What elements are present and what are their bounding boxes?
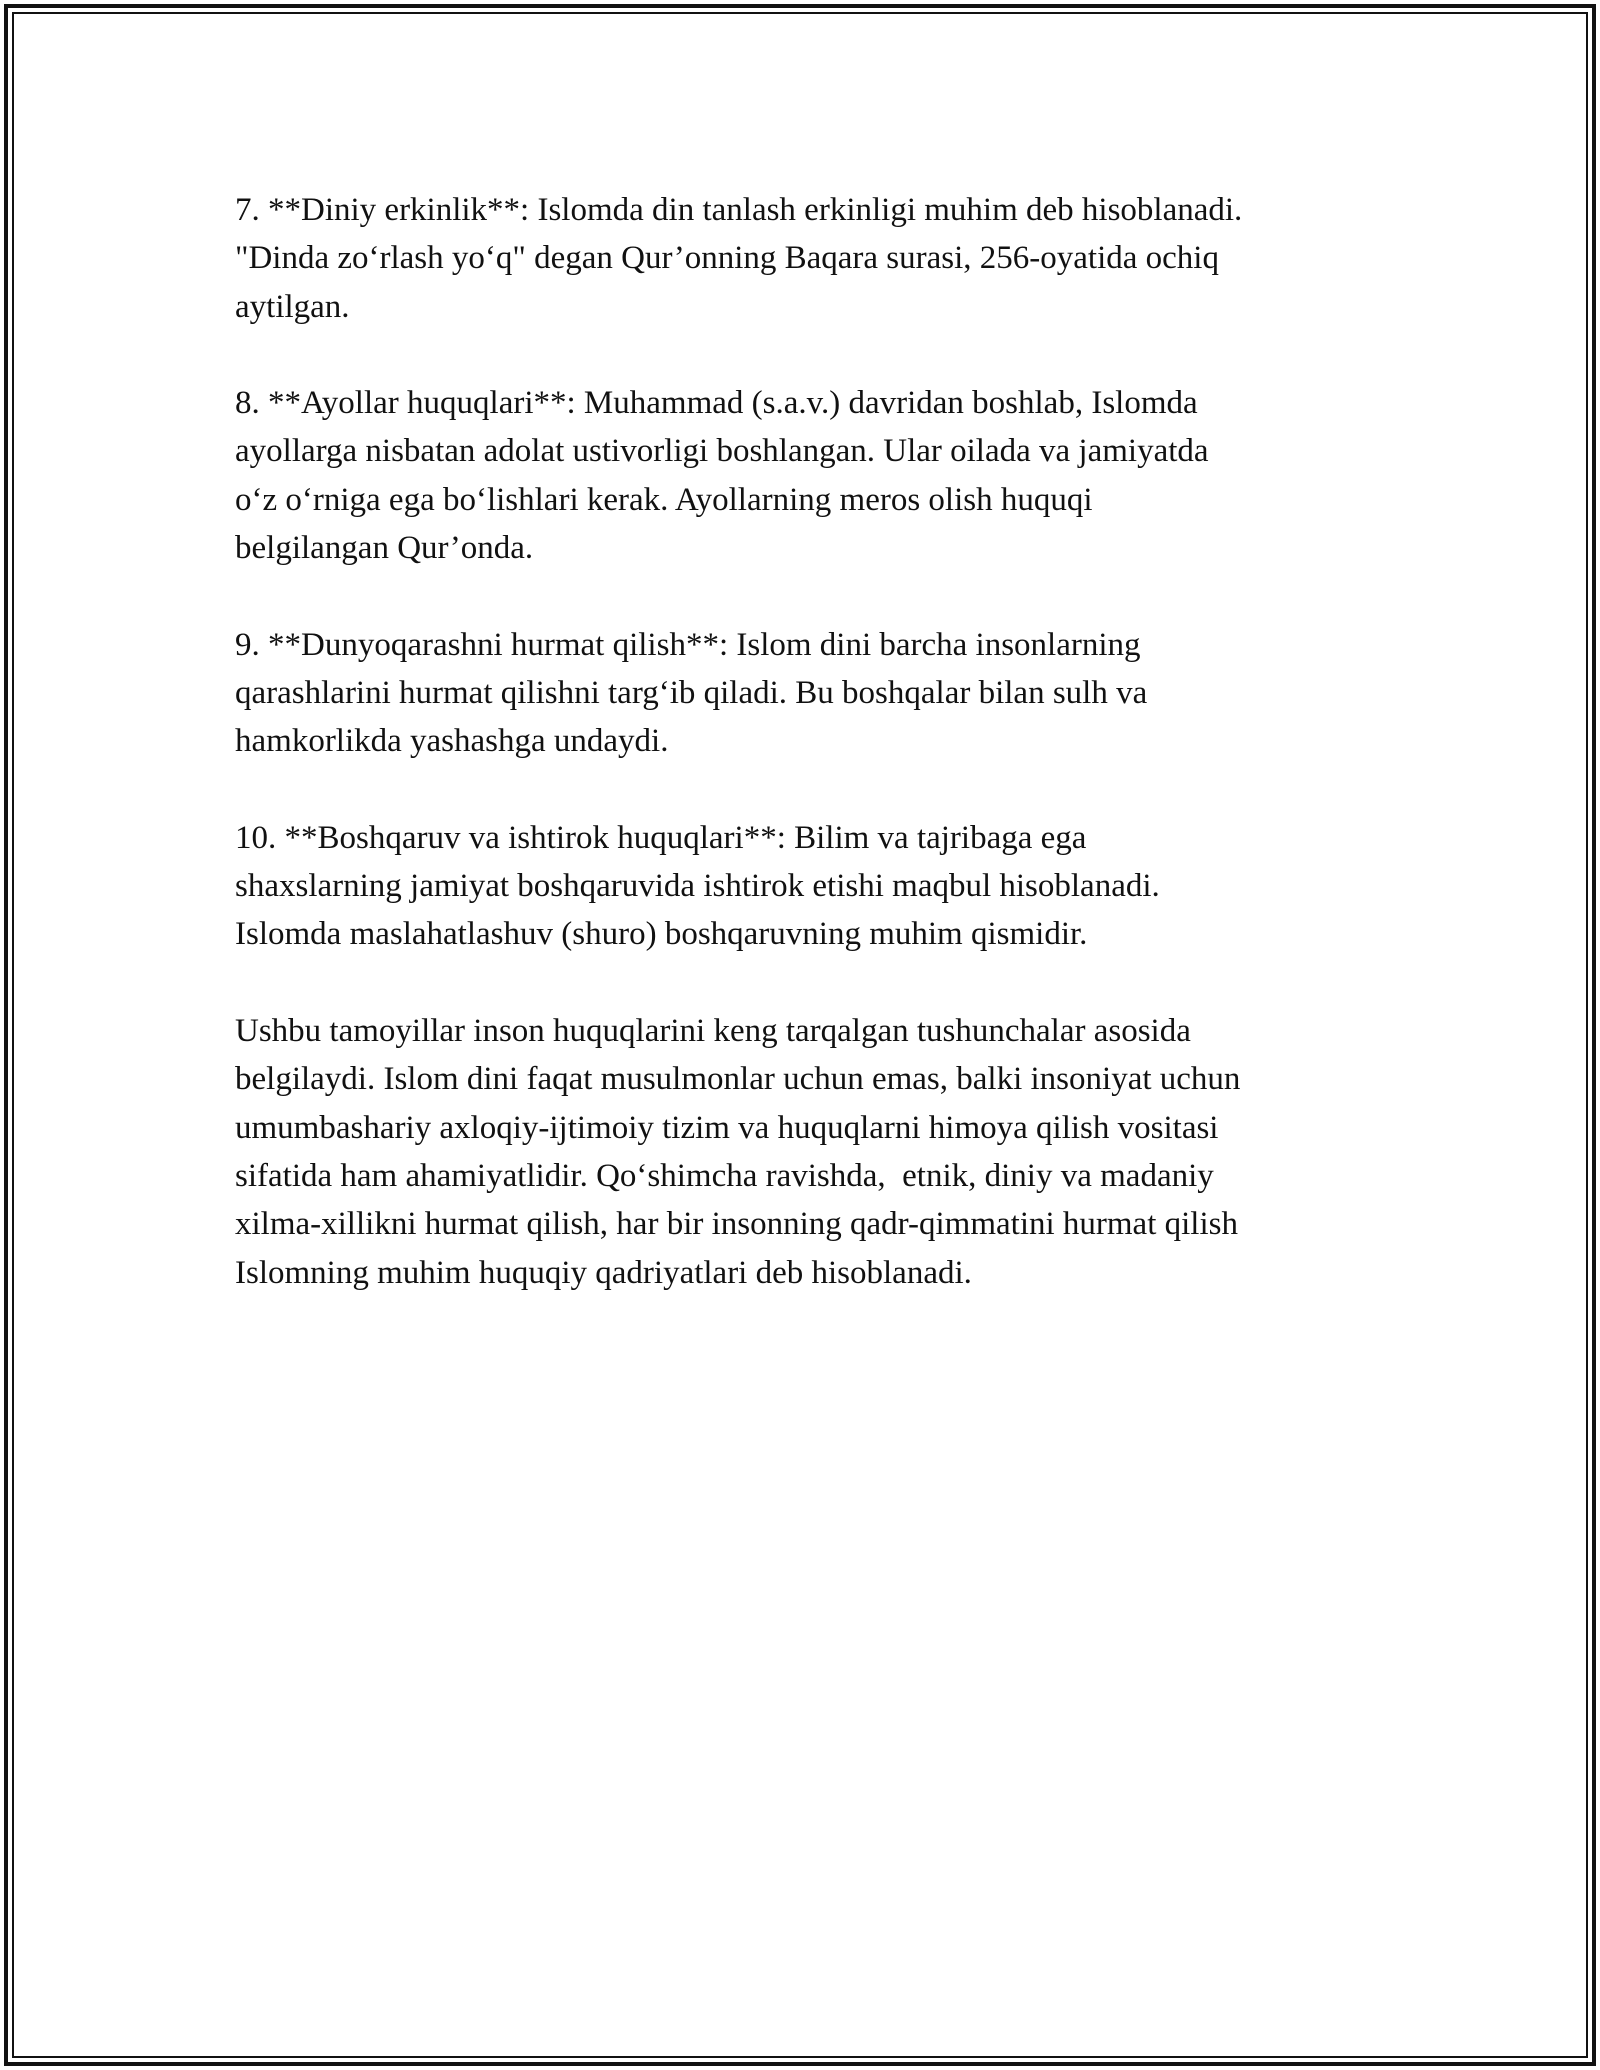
- paragraph-governance-rights: 10. **Boshqaruv va ishtirok huquqlari**: Bilim va tajribaga ega shaxslarning jamiyat boshqaruvida ishtirok etishi maqbul hisoblanadi. Islomda maslahatlashuv (shuro) boshqaruvning muhim qismidir.: [235, 819, 1160, 953]
- paragraph-conclusion: Ushbu tamoyillar inson huquqlarini keng tarqalgan tushunchalar asosida belgilaydi. Islom dini faqat musulmonlar uchun emas, balki insoniyat uchun umumbashariy axloqiy-ijtimoiy tizim va huquqlarni himoya qilish vositasi sifatida ham ahamiyatlidir. Qo‘shimcha ravishda, etnik, diniy va madaniy xilma-xillikni hurmat qilish, har bir insonning qadr-qimmatini hurmat qilish Islomning muhim huquqiy qadriyatlari deb hisoblanadi.: [235, 1013, 1241, 1291]
- paragraph-womens-rights: 8. **Ayollar huquqlari**: Muhammad (s.a.v.) davridan boshlab, Islomda ayollarga nisbatan adolat ustivorligi boshlangan. Ular oilada va jamiyatda o‘z o‘rniga ega bo‘lishlari kerak. Ayollarning meros olish huquqi belgilangan Qur’onda.: [235, 385, 1209, 567]
- document-body: [235, 186, 1415, 1345]
- paragraph-religious-freedom: 7. **Diniy erkinlik**: Islomda din tanlash erkinligi muhim deb hisoblanadi. "Dinda zo‘rlash yo‘q" degan Qur’onning Baqara surasi, 256-oyatida ochiq aytilgan.: [235, 192, 1243, 325]
- paragraph-respect-worldview: 9. **Dunyoqarashni hurmat qilish**: Islom dini barcha insonlarning qarashlarini hurmat qilishni targ‘ib qiladi. Bu boshqalar bilan sulh va hamkorlikda yashashga undaydi.: [235, 626, 1148, 760]
